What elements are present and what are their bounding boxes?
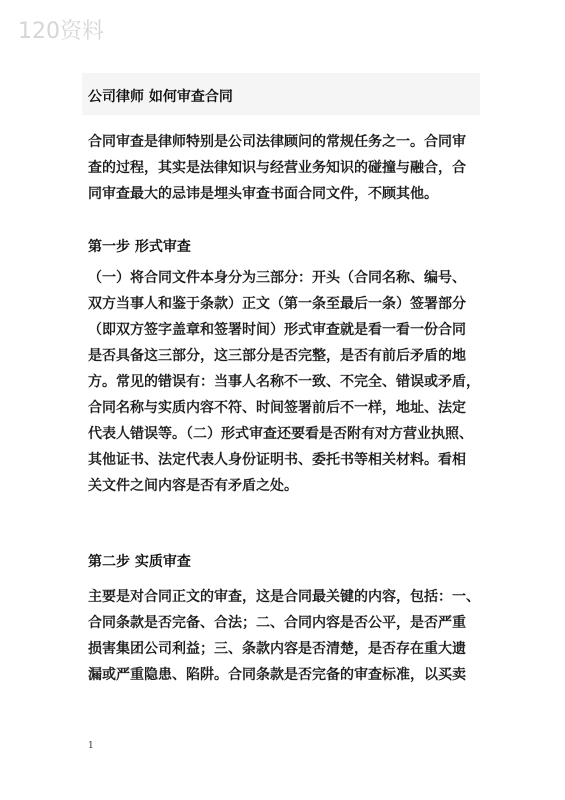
paragraph-line: 查的过程，其实是法律知识与经营业务知识的碰撞与融合，合	[88, 160, 466, 176]
intro-paragraph	[88, 129, 488, 207]
paragraph-line: 其他证书、法定代表人身份证明书、委托书等相关材料。看相	[88, 452, 466, 468]
paragraph-line: 方。常见的错误有：当事人名称不一致、不完全、错误或矛盾，	[88, 374, 480, 390]
paragraph-line: （一）将合同文件本身分为三部分：开头（合同名称、编号、	[88, 270, 466, 286]
paragraph-line: 合同审查是律师特别是公司法律顾问的常规任务之一。合同审	[88, 134, 466, 150]
paragraph-line: 损害集团公司利益；三、条款内容是否清楚，是否存在重大遗	[88, 641, 466, 657]
paragraph-line: 合同名称与实质内容不符、时间签署前后不一样，地址、法定	[88, 400, 466, 416]
step2-heading: 第二步 实质审查	[88, 554, 191, 570]
paragraph-line: 合同条款是否完备、合法；二、合同内容是否公平，是否严重	[88, 615, 466, 631]
paragraph-line: 关文件之间内容是否有矛盾之处。	[88, 478, 298, 494]
page-number: 1	[88, 741, 94, 751]
paragraph-line: 是否具备这三部分，这三部分是否完整，是否有前后矛盾的地	[88, 348, 466, 364]
document-title: 公司律师 如何审查合同	[88, 89, 233, 105]
paragraph-line: 双方当事人和鉴于条款）正文（第一条至最后一条）签署部分	[88, 296, 466, 312]
step2-paragraph	[88, 584, 488, 688]
paragraph-line: 主要是对合同正文的审查，这是合同最关键的内容，包括：一、	[88, 589, 480, 605]
paragraph-line: （即双方签字盖章和签署时间）形式审查就是看一看一份合同	[88, 322, 466, 338]
paragraph-line: 漏或严重隐患、陷阱。合同条款是否完备的审查标准，以买卖	[88, 667, 466, 683]
paragraph-line: 同审查最大的忌讳是埋头审查书面合同文件，不顾其他。	[88, 186, 438, 202]
step1-heading: 第一步 形式审查	[88, 239, 191, 255]
watermark: 120资料	[18, 19, 104, 44]
step1-paragraph	[88, 265, 488, 499]
paragraph-line: 代表人错误等。（二）形式审查还要看是否附有对方营业执照、	[88, 426, 473, 442]
